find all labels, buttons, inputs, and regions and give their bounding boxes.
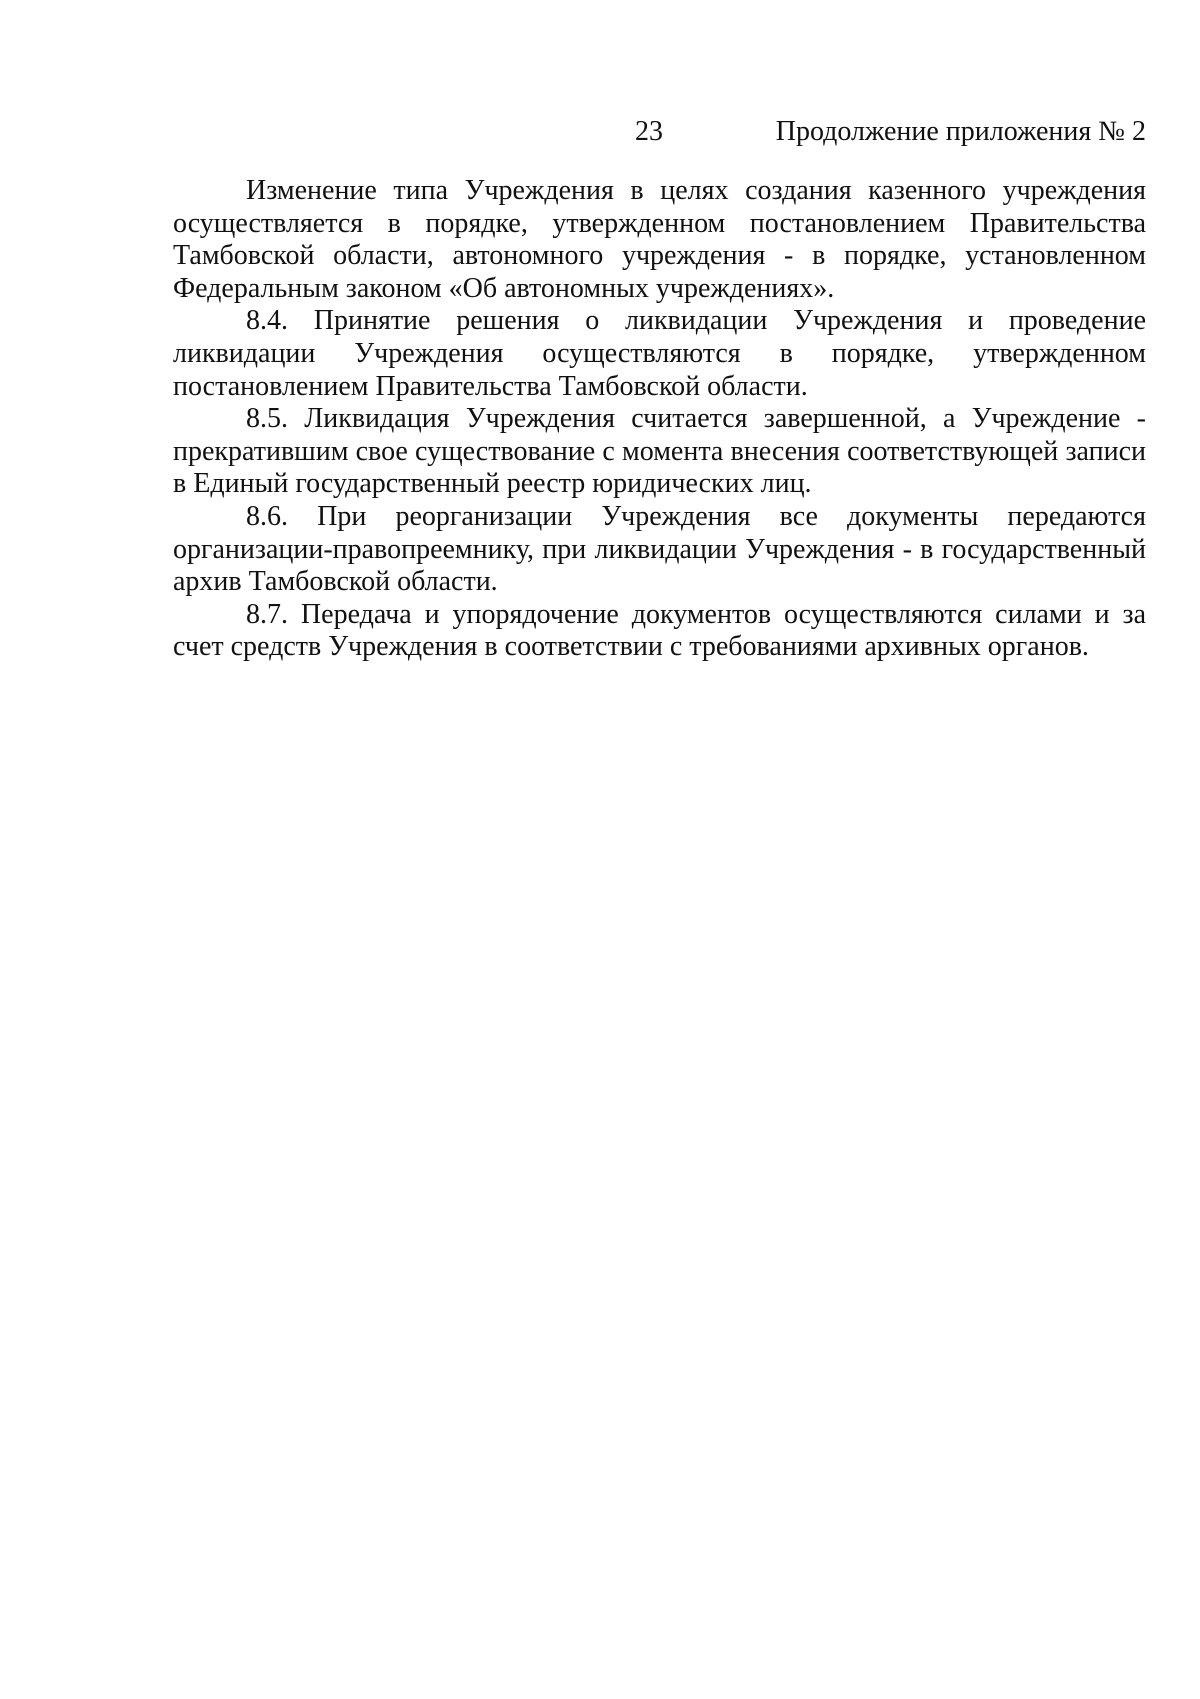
appendix-continuation-title: Продолжение приложения № 2 (775, 116, 1146, 147)
page-header (0, 112, 1200, 152)
page-number: 23 (635, 116, 663, 147)
paragraph-8-7: 8.7. Передача и упорядочение документов осуществляются силами и за счет средств Учреждения в соответствии с требованиями архивных органов. (173, 598, 1146, 663)
paragraph-8-4: 8.4. Принятие решения о ликвидации Учреждения и проведение ликвидации Учреждения осуществляются в порядке, утвержденном постановлением Правительства Тамбовской области. (173, 305, 1146, 402)
paragraph-type-change: Изменение типа Учреждения в целях создания казенного учреждения осуществляется в порядке, утвержденном постановлением Правительства Тамбовской области, автономного учреждения - в порядке, установленном Федеральным законом «Об автономных учреждениях». (173, 175, 1146, 304)
paragraph-8-5: 8.5. Ликвидация Учреждения считается завершенной, а Учреждение - прекратившим свое существование с момента внесения соответствующей записи в Единый государственный реестр юридических лиц. (173, 403, 1146, 500)
paragraph-8-6: 8.6. При реорганизации Учреждения все документы передаются организации-правопреемнику, при ликвидации Учреждения - в государственный архив Тамбовской области. (173, 500, 1146, 598)
document-body (173, 175, 1146, 664)
